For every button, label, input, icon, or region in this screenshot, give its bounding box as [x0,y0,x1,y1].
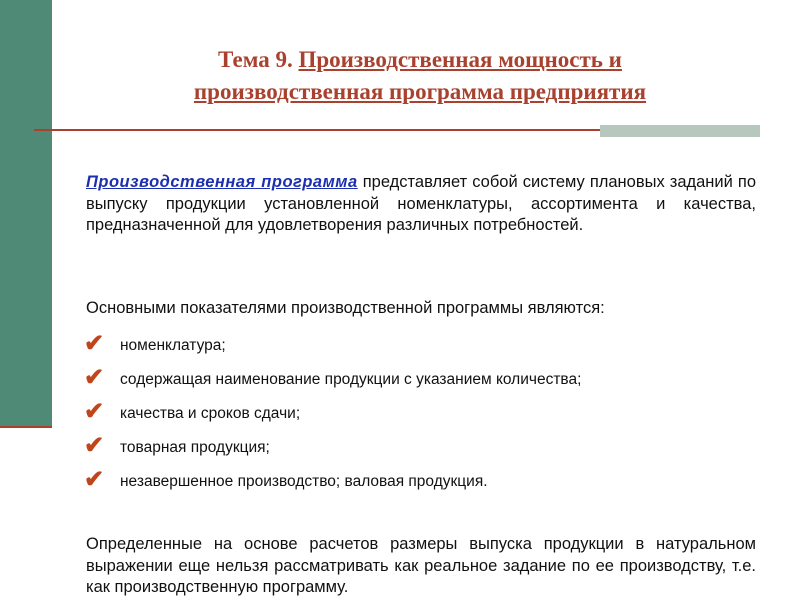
title-divider [34,129,600,131]
title-line-1 [110,44,730,76]
checkmark-icon: ✔ [84,364,105,391]
list-item: качества и сроков сдачи; [120,405,301,422]
bullet-1-text [86,172,756,237]
list-item: содержащая наименование продукции с указанием количества; [120,371,582,388]
sidebar-decoration [0,0,52,426]
definition-text: представляет собой систему плановых заданий по выпуску продукции установленной номенклатуры, ассортимента и качества, предназначенной для удовлетворения различных потребностей. [86,173,756,234]
title-line-2: производственная программа предприятия [193,79,647,104]
title-prefix: Тема 9. [218,47,299,72]
bullet-3-text: Определенные на основе расчетов размеры выпуска продукции в натуральном выражении еще нельзя рассматривать как реальное задание по ее производству, т.е. как производственную программу. [86,535,756,596]
slide-title [110,44,730,108]
checkmark-icon: ✔ [84,398,105,425]
list-item: незавершенное производство; валовая продукция. [120,473,488,490]
checkmark-icon: ✔ [84,466,105,493]
definition-term: Производственная программа [86,173,358,191]
sidebar-accent-line [0,426,52,428]
list-item: номенклатура; [120,337,226,354]
checkmark-icon: ✔ [84,330,105,357]
divider-block [600,125,760,137]
title-topic-1: Производственная мощность и [298,47,622,72]
list-item: товарная продукция; [120,439,270,456]
checkmark-icon: ✔ [84,432,105,459]
bullet-2-text: Основными показателями производственной программы являются: [86,299,605,317]
